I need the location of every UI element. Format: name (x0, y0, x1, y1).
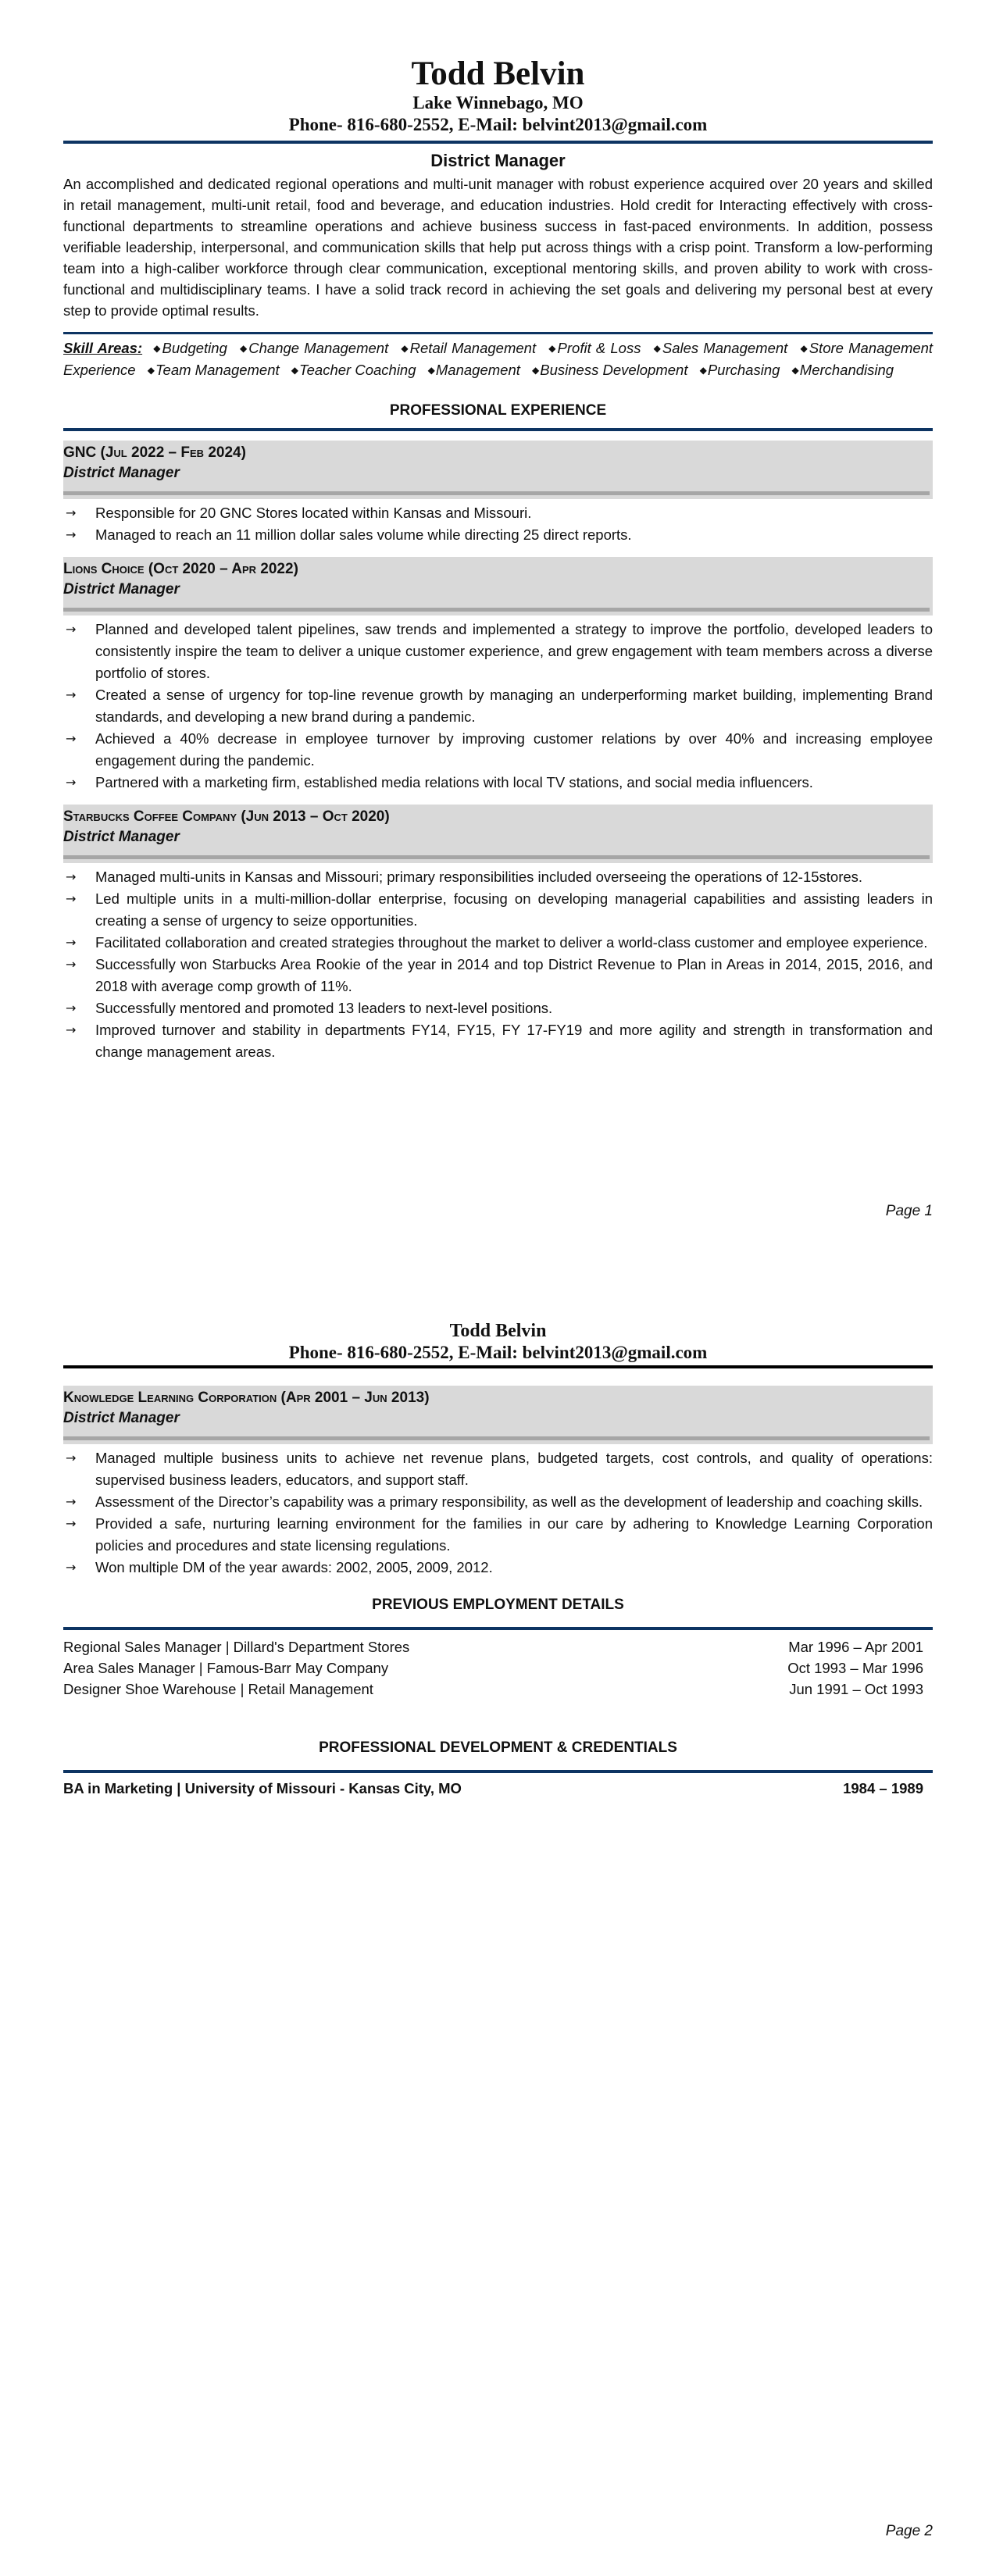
skill-areas (63, 337, 933, 381)
diamond-bullet-icon: ◆ (291, 365, 299, 376)
job-bullets (63, 619, 933, 794)
job-title: District Manager (63, 1410, 180, 1426)
previous-employment-list (63, 1636, 933, 1700)
candidate-name: Todd Belvin (411, 55, 585, 92)
arrow-right-icon: → (66, 687, 77, 702)
job-entry (63, 805, 933, 1063)
skill-item (153, 340, 227, 356)
job-company-dates: Lions Choice (Oct 2020 – Apr 2022) (63, 561, 298, 577)
job-bullet-text: Improved turnover and stability in departments FY14, FY15, FY 17-FY19 and more agility and strength in transformation and change management areas. (95, 1022, 933, 1060)
previous-employment-row (63, 1679, 933, 1700)
job-company-dates: GNC (Jul 2022 – Feb 2024) (63, 444, 246, 461)
job-bullets (63, 1447, 933, 1579)
diamond-bullet-icon: ◆ (427, 365, 435, 376)
job-bullet-text: Managed multiple business units to achieve net revenue plans, budgeted targets, cost controls, and quality of operations: supervised business leaders, educators, and support staff. (95, 1450, 933, 1488)
job-title: District Manager (63, 829, 180, 845)
arrow-right-icon: → (66, 505, 77, 520)
job-bullet-text: Provided a safe, nurturing learning environment for the families in our care by adhering to Knowledge Learning Corporation policies and procedures and state licensing regulations. (95, 1515, 933, 1554)
arrow-right-icon: → (66, 1516, 77, 1531)
section-title-credentials: PROFESSIONAL DEVELOPMENT & CREDENTIALS (319, 1739, 677, 1756)
arrow-right-icon: → (66, 1001, 77, 1015)
job-bullet (63, 772, 933, 794)
diamond-bullet-icon: ◆ (401, 343, 409, 354)
section-title-experience: PROFESSIONAL EXPERIENCE (389, 402, 607, 419)
job-entry (63, 557, 933, 794)
job-bullet-text: Responsible for 20 GNC Stores located within Kansas and Missouri. (95, 505, 532, 521)
credentials-list (63, 1778, 933, 1799)
arrow-right-icon: → (66, 527, 77, 542)
skill-item (148, 362, 280, 378)
diamond-bullet-icon: ◆ (153, 343, 162, 354)
job-company-dates: Knowledge Learning Corporation (Apr 2001 – Jun 2013) (63, 1390, 430, 1406)
skill-label: Team Management (155, 362, 280, 378)
diamond-bullet-icon: ◆ (699, 365, 707, 376)
skill-label: Budgeting (162, 340, 227, 356)
previous-employment-row (63, 1636, 933, 1657)
page-number-1: Page 1 (885, 1203, 933, 1219)
job-bullets (63, 502, 933, 546)
arrow-right-icon: → (66, 1450, 77, 1465)
job-bullet (63, 932, 933, 954)
skill-label: Store Management Experience (63, 340, 934, 378)
previous-employment-divider (63, 1627, 933, 1630)
skill-label: Merchandising (799, 362, 894, 378)
credential-degree: BA in Marketing | University of Missouri - Kansas City, MO (63, 1780, 462, 1796)
job-header (63, 557, 933, 615)
credential-dates: 1984 – 1989 (843, 1780, 923, 1796)
skill-item (548, 340, 641, 356)
job-bullet-text: Won multiple DM of the year awards: 2002, 2005, 2009, 2012. (95, 1559, 493, 1575)
header-divider (63, 141, 933, 144)
skill-label: Management (435, 362, 520, 378)
job-bullet-text: Planned and developed talent pipelines, saw trends and implemented a strategy to improve the portfolio, developed leaders to consistently inspire the team to deliver a unique customer experience, and grew engagement with team members across a diverse portfolio of stores. (95, 621, 933, 681)
skill-label: Change Management (248, 340, 389, 356)
diamond-bullet-icon: ◆ (800, 343, 809, 354)
job-bullet-text: Partnered with a marketing firm, established media relations with local TV stations, and social media influencers. (95, 774, 813, 790)
skill-item (700, 362, 780, 378)
arrow-right-icon: → (66, 1494, 77, 1509)
job-bullet (63, 1557, 933, 1579)
job-bullet (63, 684, 933, 728)
resume-page-1 (63, 56, 933, 1063)
skill-item (291, 362, 416, 378)
diamond-bullet-icon: ◆ (240, 343, 248, 354)
experience-divider (63, 428, 933, 431)
job-bullet-text: Successfully mentored and promoted 13 leaders to next-level positions. (95, 1000, 553, 1016)
job-header-spacer (63, 1440, 933, 1444)
professional-summary: An accomplished and dedicated regional operations and multi-unit manager with robust experience acquired over 20 years and skilled in retail management, multi-unit retail, food and beverage, and education industries. Hold credit for Interacting effectively with cross-functional departments to streamline operations and achieve business success in fast-paced environments. In addition, possess verifiable leadership, interpersonal, and communication skills that help put across things with a crisp point. Transform a low-performing team into a high-caliber workforce through clear communication, exceptional mentoring skills, and proven ability to work with cross-functional and multidisciplinary teams. I have a solid track record in achieving the set goals and delivering my personal best at every step to provide optimal results. (63, 176, 933, 319)
previous-role: Area Sales Manager | Famous-Barr May Company (63, 1660, 389, 1676)
job-bullet (63, 954, 933, 997)
skill-areas-label: Skill Areas: (63, 340, 143, 356)
job-header-spacer (63, 612, 933, 615)
previous-dates: Oct 1993 – Mar 1996 (787, 1660, 923, 1676)
skill-item (654, 340, 788, 356)
job-bullets (63, 866, 933, 1063)
skill-label: Purchasing (707, 362, 780, 378)
section-title-previous-employment: PREVIOUS EMPLOYMENT DETAILS (372, 1597, 624, 1613)
skill-item (792, 362, 894, 378)
diamond-bullet-icon: ◆ (791, 365, 799, 376)
skill-item (428, 362, 520, 378)
arrow-right-icon: → (66, 775, 77, 790)
arrow-right-icon: → (66, 869, 77, 884)
job-title: District Manager (63, 581, 180, 598)
skill-label: Business Development (540, 362, 688, 378)
arrow-right-icon: → (66, 1022, 77, 1037)
job-company-dates: Starbucks Coffee Company (Jun 2013 – Oct 2020) (63, 808, 390, 825)
job-bullet (63, 1447, 933, 1491)
job-bullet-text: Assessment of the Director’s capability was a primary responsibility, as well as the development of leadership and coaching skills. (95, 1493, 923, 1510)
job-bullet (63, 524, 933, 546)
header-divider-page-2 (63, 1365, 933, 1368)
skills-divider (63, 332, 933, 334)
job-title: District Manager (63, 465, 180, 481)
job-bullet-text: Facilitated collaboration and created strategies throughout the market to deliver a world-class customer and employee experience. (95, 934, 928, 951)
headline-title: District Manager (430, 151, 566, 170)
job-bullet (63, 1019, 933, 1063)
job-bullet (63, 888, 933, 932)
arrow-right-icon: → (66, 891, 77, 906)
job-bullet (63, 1491, 933, 1513)
candidate-contact: Phone- 816-680-2552, E-Mail: belvint2013@gmail.com (288, 115, 708, 134)
job-bullet (63, 1513, 933, 1557)
candidate-contact-page-2: Phone- 816-680-2552, E-Mail: belvint2013@gmail.com (288, 1343, 708, 1362)
job-entry (63, 1386, 933, 1579)
skill-item (401, 340, 536, 356)
diamond-bullet-icon: ◆ (147, 365, 155, 376)
experience-list-page-2 (63, 1386, 933, 1579)
experience-list-page-1 (63, 441, 933, 1063)
job-header (63, 1386, 933, 1444)
job-header (63, 441, 933, 499)
skill-label: Teacher Coaching (299, 362, 416, 378)
job-entry (63, 441, 933, 546)
page-number-2: Page 2 (885, 2523, 933, 2539)
skill-label: Profit & Loss (557, 340, 641, 356)
job-bullet (63, 728, 933, 772)
job-bullet (63, 619, 933, 684)
job-bullet (63, 502, 933, 524)
previous-dates: Mar 1996 – Apr 2001 (788, 1639, 923, 1655)
arrow-right-icon: → (66, 935, 77, 950)
job-header-spacer (63, 495, 933, 499)
job-bullet-text: Managed multi-units in Kansas and Missouri; primary responsibilities included overseeing the operations of 12-15stores. (95, 869, 863, 885)
job-bullet-text: Led multiple units in a multi-million-dollar enterprise, focusing on developing managerial capabilities and assisting leaders in creating a sense of urgency to seize opportunities. (95, 890, 933, 929)
job-header-spacer (63, 859, 933, 863)
credential-row (63, 1778, 933, 1799)
job-bullet-text: Achieved a 40% decrease in employee turnover by improving customer relations by over 40% and increasing employee engagement during the pandemic. (95, 730, 933, 769)
job-bullet-text: Managed to reach an 11 million dollar sales volume while directing 25 direct reports. (95, 526, 632, 543)
skill-label: Sales Management (662, 340, 788, 356)
previous-role: Regional Sales Manager | Dillard's Department Stores (63, 1639, 410, 1655)
arrow-right-icon: → (66, 731, 77, 746)
previous-role: Designer Shoe Warehouse | Retail Management (63, 1681, 373, 1697)
skill-item (532, 362, 687, 378)
diamond-bullet-icon: ◆ (532, 365, 540, 376)
candidate-location: Lake Winnebago, MO (412, 93, 584, 112)
job-bullet-text: Created a sense of urgency for top-line revenue growth by managing an underperforming market building, implementing Brand standards, and developing a new brand during a pandemic. (95, 687, 933, 725)
previous-employment-row (63, 1657, 933, 1679)
diamond-bullet-icon: ◆ (653, 343, 662, 354)
resume-page-2 (63, 1320, 933, 1799)
job-bullet (63, 866, 933, 888)
credentials-divider (63, 1770, 933, 1773)
arrow-right-icon: → (66, 1560, 77, 1575)
job-bullet-text: Successfully won Starbucks Area Rookie of the year in 2014 and top District Revenue to Plan in Areas in 2014, 2015, 2016, and 2018 with average comp growth of 11%. (95, 956, 933, 994)
skill-item (240, 340, 388, 356)
previous-dates: Jun 1991 – Oct 1993 (789, 1681, 923, 1697)
skill-areas-list (63, 340, 933, 378)
skill-label: Retail Management (409, 340, 537, 356)
job-bullet (63, 997, 933, 1019)
diamond-bullet-icon: ◆ (548, 343, 557, 354)
candidate-name-page-2: Todd Belvin (449, 1321, 547, 1341)
arrow-right-icon: → (66, 957, 77, 972)
arrow-right-icon: → (66, 622, 77, 637)
job-header (63, 805, 933, 863)
